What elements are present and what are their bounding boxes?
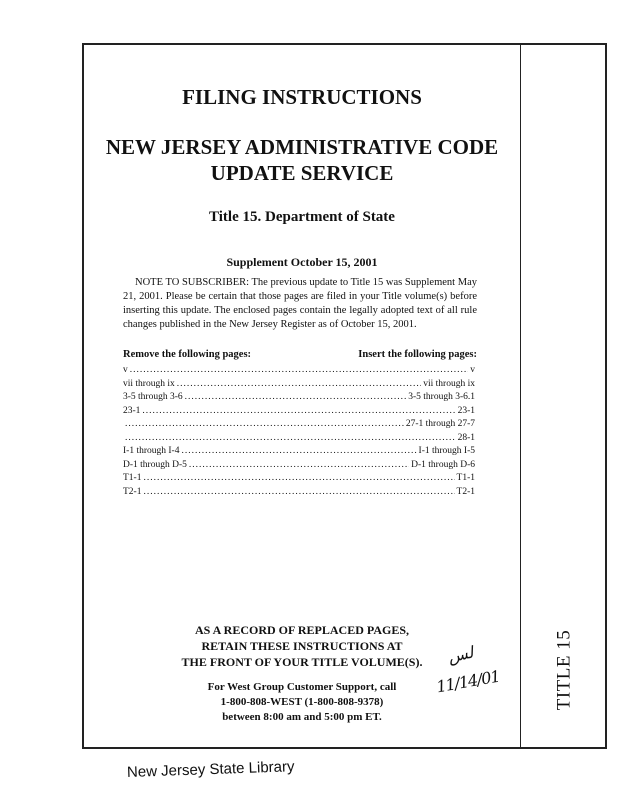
handwritten-initials: لس — [446, 642, 475, 667]
record-line-1: AS A RECORD OF REPLACED PAGES, — [194, 623, 410, 637]
leader-dots — [181, 445, 416, 459]
record-line-2: RETAIN THESE INSTRUCTIONS AT — [201, 639, 403, 653]
remove-cell: 3-5 through 3-6 — [123, 392, 183, 402]
insert-cell: 3-5 through 3-6.1 — [408, 392, 475, 402]
insert-cell: vii through ix — [423, 378, 475, 389]
insert-cell: 27-1 through 27-7 — [405, 419, 475, 429]
remove-cell: D-1 through D-5 — [123, 459, 187, 470]
table-row — [123, 459, 475, 473]
pages-table — [123, 364, 475, 499]
pages-table-header — [123, 349, 477, 360]
table-row — [123, 472, 475, 486]
remove-cell: 23-1 — [123, 405, 141, 416]
support-phone: 1-800-808-WEST (1-800-808-9378) — [220, 696, 384, 708]
title-line: Title 15. Department of State — [209, 209, 395, 225]
table-row — [123, 445, 475, 459]
remove-header: Remove the following pages: — [123, 349, 252, 360]
leader-dots — [130, 364, 469, 378]
leader-dots — [177, 378, 422, 392]
table-row — [123, 405, 475, 419]
remove-cell: v — [123, 365, 128, 375]
table-row — [123, 378, 475, 392]
leader-dots — [143, 472, 454, 486]
table-row — [123, 486, 475, 500]
insert-cell: I-1 through I-5 — [418, 446, 475, 456]
support-line-1: For West Group Customer Support, call — [207, 681, 397, 693]
insert-cell: T1-1 — [456, 473, 475, 483]
table-row — [123, 432, 475, 446]
insert-cell: 28-1 — [457, 432, 475, 443]
spine-label: TITLE 15 — [553, 629, 575, 711]
leader-dots — [189, 459, 409, 473]
leader-dots — [142, 405, 455, 419]
leader-dots — [125, 418, 404, 432]
subheading-line-2: UPDATE SERVICE — [210, 161, 394, 185]
supplement-date: Supplement October 15, 2001 — [226, 255, 378, 269]
insert-cell: D-1 through D-6 — [411, 459, 475, 470]
insert-cell: 23-1 — [457, 405, 475, 416]
record-line-3: THE FRONT OF YOUR TITLE VOLUME(S). — [181, 655, 423, 669]
handwritten-date: 11/14/01 — [434, 666, 502, 697]
remove-cell: T2-1 — [123, 486, 142, 497]
insert-header: Insert the following pages: — [358, 349, 477, 360]
subscriber-note — [123, 276, 477, 332]
subheading-line-1: NEW JERSEY ADMINISTRATIVE CODE — [105, 135, 499, 159]
remove-cell: I-1 through I-4 — [123, 446, 180, 456]
table-row — [123, 391, 475, 405]
insert-cell: T2-1 — [456, 486, 475, 497]
remove-cell: vii through ix — [123, 378, 175, 389]
subheading — [82, 134, 522, 186]
leader-dots — [143, 486, 454, 500]
table-row — [123, 364, 475, 378]
spine-tab — [524, 600, 604, 740]
page-title: FILING INSTRUCTIONS — [182, 85, 422, 109]
note-text: NOTE TO SUBSCRIBER: The previous update to Title 15 was Supplement May 21, 2001. Please be certain that those pages are filed in your Title volume(s) before inserting this update. The enclosed pages contain the legally adopted text of all rule changes published in the New Jersey Register as of October 15, 2001. — [123, 277, 477, 330]
table-row — [123, 418, 475, 432]
insert-cell: v — [470, 365, 475, 375]
library-stamp: New Jersey State Library — [126, 758, 295, 781]
leader-dots — [185, 391, 407, 405]
support-hours: between 8:00 am and 5:00 pm ET. — [222, 711, 382, 723]
leader-dots — [125, 432, 456, 446]
remove-cell: T1-1 — [123, 473, 142, 483]
